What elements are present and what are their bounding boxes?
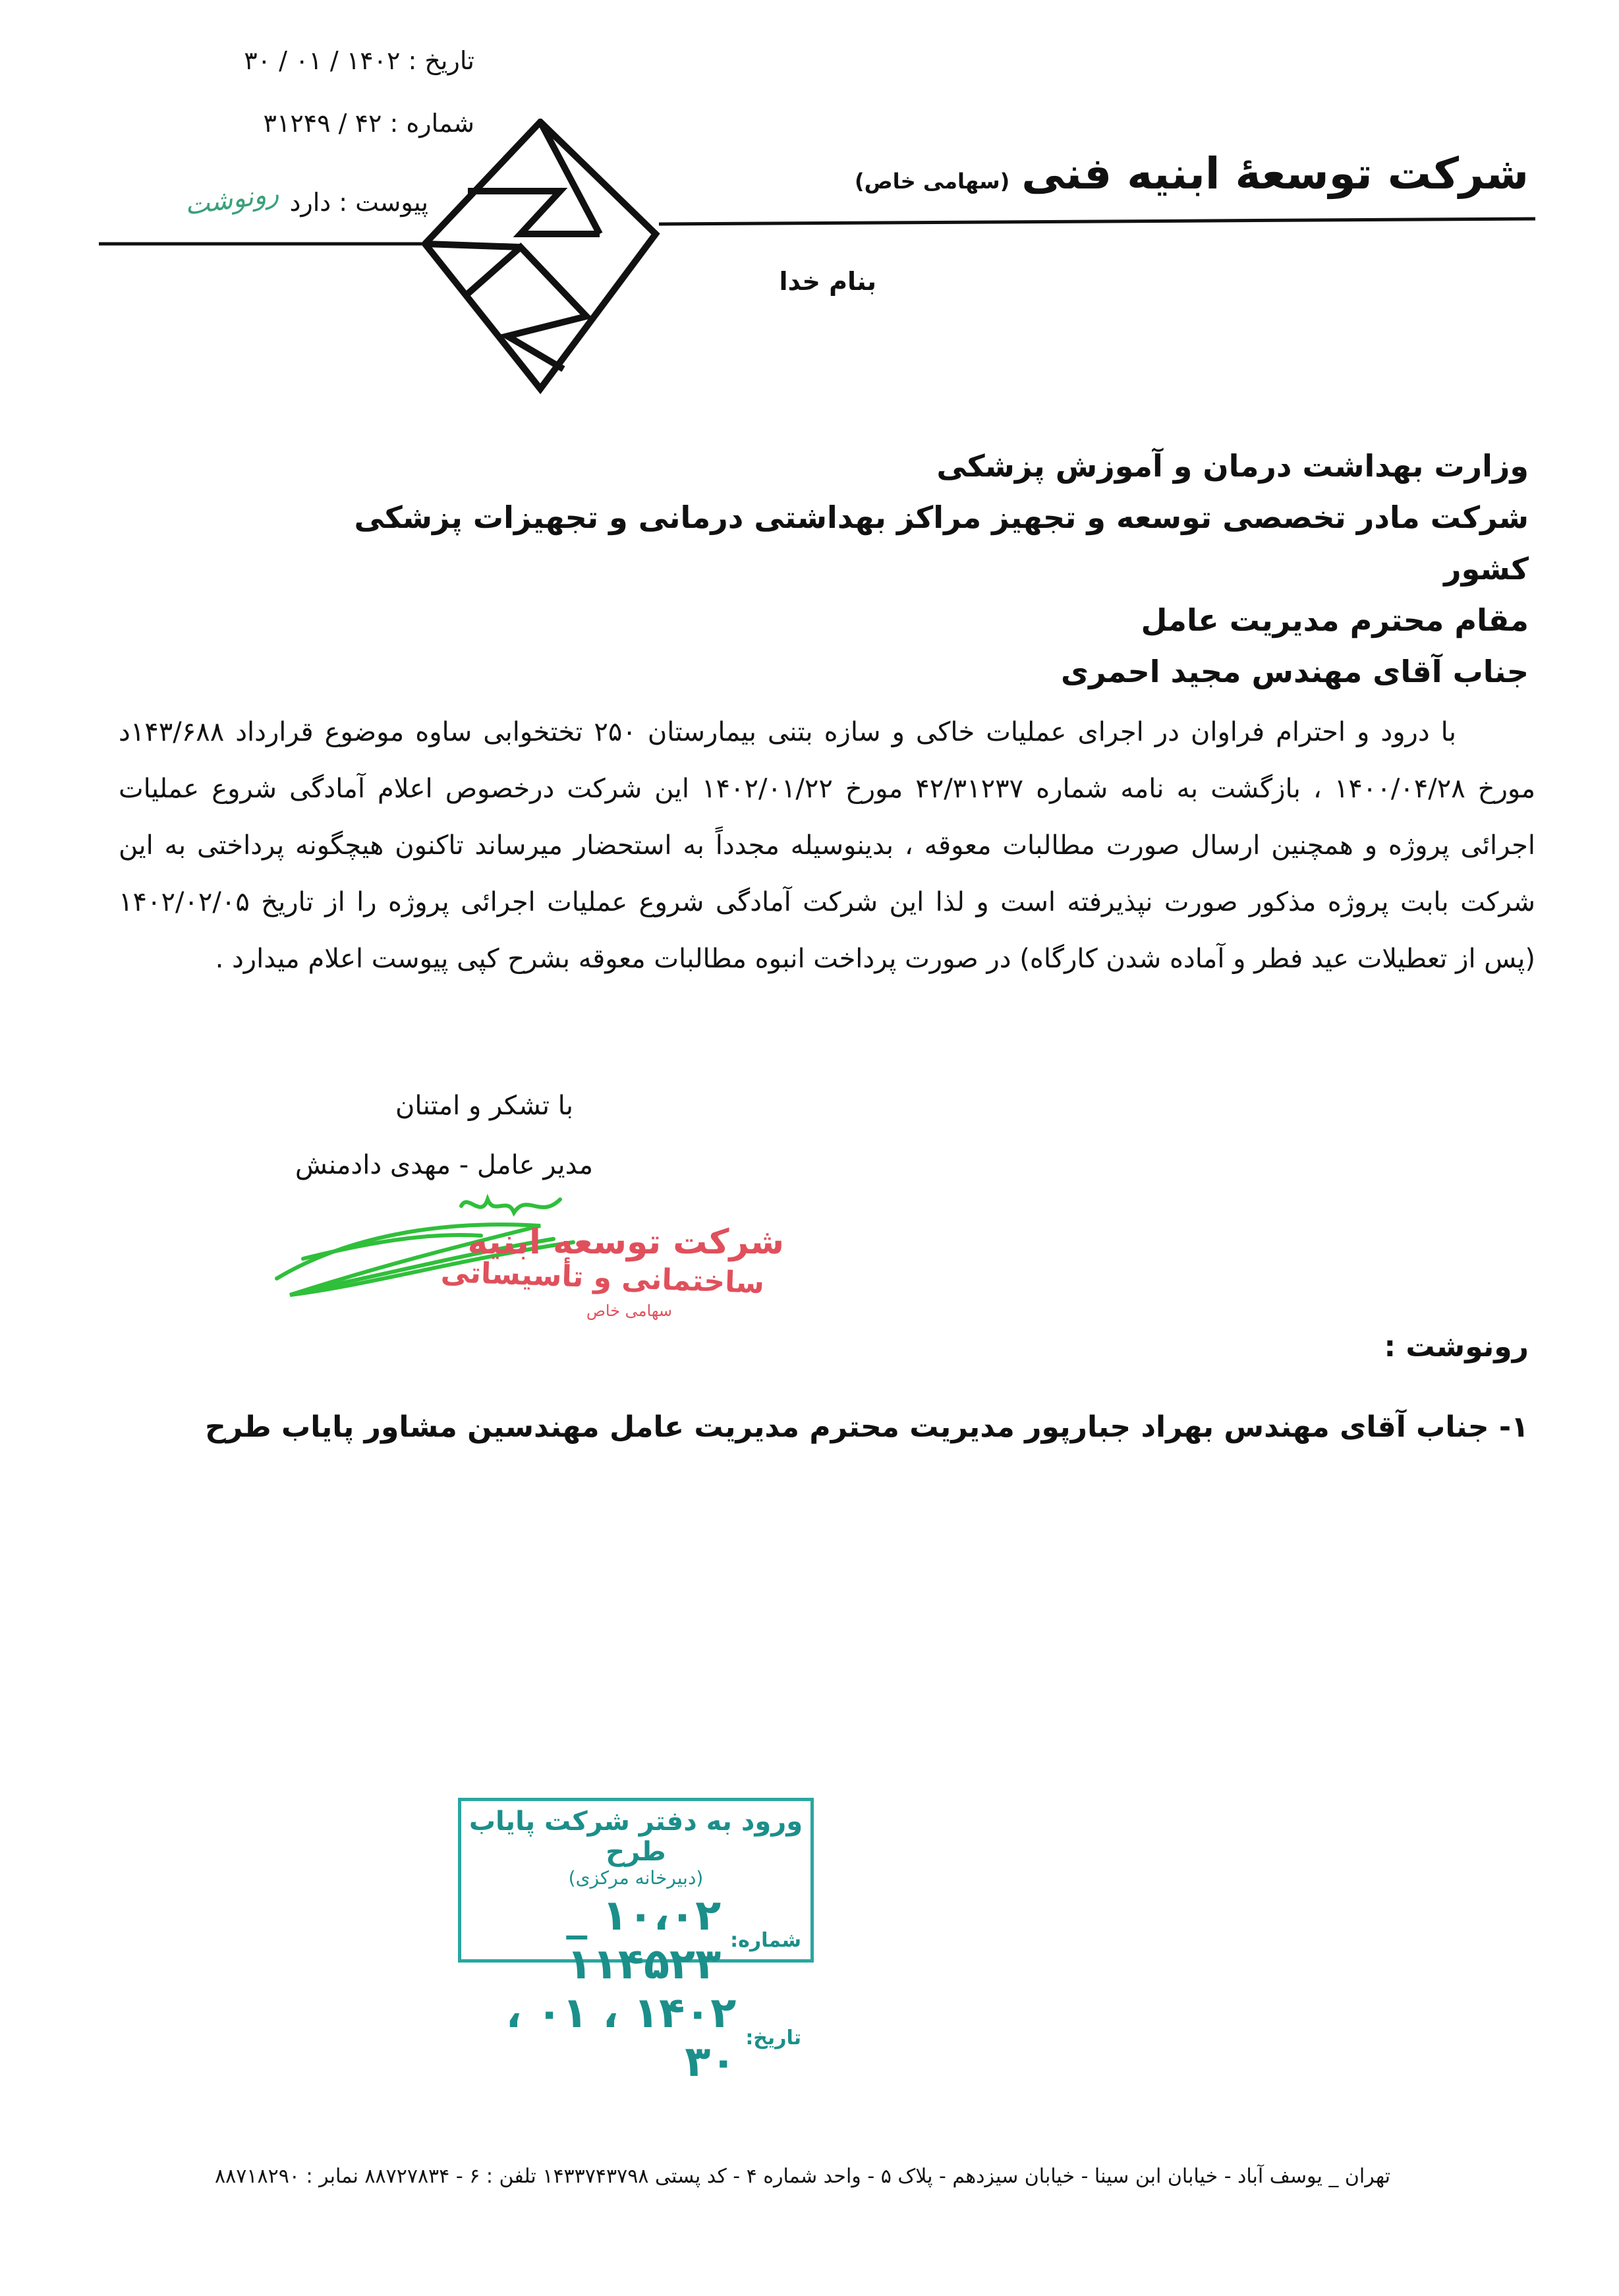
signer-name: مدیر عامل - مهدی دادمنش xyxy=(295,1150,593,1180)
company-stamp-line2: ساختمانی و تأسیساتی xyxy=(440,1255,765,1300)
closing-thanks: با تشکر و امتنان xyxy=(395,1091,573,1121)
letter-number: شماره : ۴۲ / ۳۱۲۴۹ xyxy=(263,109,474,138)
receipt-stamp-date-value: ۱۴۰۲ ، ۰۱ ، ۳۰ xyxy=(505,1989,737,2086)
cc-label: رونوشت : xyxy=(1384,1330,1529,1363)
receipt-stamp-number-row xyxy=(461,1891,810,1989)
receipt-stamp-subtitle: (دبیرخانه مرکزی) xyxy=(568,1867,704,1889)
company-name-text: شرکت توسعهٔ ابنیه فنی xyxy=(1021,148,1529,199)
receipt-stamp-number-label: شماره: xyxy=(730,1928,801,1952)
attachment-handwritten-note: رونوشت xyxy=(183,178,281,221)
receipt-stamp-title: ورود به دفتر شرکت پایاب طرح xyxy=(469,1806,803,1867)
recipient-company: شرکت مادر تخصصی توسعه و تجهیز مراکز بهداشتی درمانی و تجهیزات پزشکی کشور xyxy=(354,500,1529,587)
footer-address: تهران _ یوسف آباد - خیابان ابن سینا - خیابان سیزدهم - پلاک ۵ - واحد شماره ۴ - کد پستی ۱۴۳۳۷۴۳۷۹۸ تلفن : ۶ - ۸۸۷۲۷۸۳۴ نمابر : ۸۸۷۱۸۲۹۰ xyxy=(215,2165,1390,2188)
letter-body: با درود و احترام فراوان در اجرای عملیات خاکی و سازه بتنی بیمارستان ۲۵۰ تختخوابی ساوه موضوع قرارداد ۱۴۳/۶۸۸د مورخ ۱۴۰۰/۰۴/۲۸ ، بازگشت به نامه شماره ۴۲/۳۱۲۳۷ مورخ ۱۴۰۲/۰۱/۲۲ این شرکت درخصوص اعلام آمادگی شروع عملیات اجرائی پروژه و همچنین ارسال صورت مطالبات معوقه ، بدینوسیله مجدداً به استحضار میرساند تاکنون هیچگونه پرداختی به این شرکت بابت پروژه مذکور صورت نپذیرفته است و لذا این شرکت آمادگی شروع عملیات اجرائی پروژه را از تاریخ ۱۴۰۲/۰۲/۰۵ (پس از تعطیلات عید فطر و آماده شدن کارگاه) در صورت پرداخت انبوه مطالبات معوقه بشرح کپی پیوست اعلام میدارد . xyxy=(119,717,1536,974)
basmala: بنام خدا xyxy=(779,267,876,296)
attachment-label: پیوست : دارد xyxy=(289,188,428,217)
receipt-stamp-date-label: تاریخ: xyxy=(745,2026,801,2050)
cc-item-1: ۱- جناب آقای مهندس بهراد جبارپور مدیریت محترم مدیریت عامل مهندسین مشاور پایاب طرح xyxy=(205,1410,1529,1444)
recipient-position: مقام محترم مدیریت عامل xyxy=(1141,602,1529,638)
recipient-person: جناب آقای مهندس مجید احمری xyxy=(1061,654,1529,689)
receipt-stamp xyxy=(458,1798,814,2086)
company-stamp-line3: سهامی خاص xyxy=(586,1302,672,1320)
company-type: (سهامی خاص) xyxy=(854,169,1010,194)
company-stamp-line1: شرکت توسعه ابنیه xyxy=(467,1222,784,1262)
receipt-stamp-number-value: ۱۰،۰۲ _ ۱۱۴۵۲۳ xyxy=(566,1891,722,1989)
letter-date: تاریخ : ۱۴۰۲ / ۰۱ / ۳۰ xyxy=(244,46,474,75)
letterhead-logo xyxy=(99,119,1542,402)
recipient-block xyxy=(329,440,1529,697)
receipt-stamp-date-row xyxy=(461,1989,810,2086)
recipient-ministry: وزارت بهداشت درمان و آموزش پزشکی xyxy=(936,448,1529,484)
